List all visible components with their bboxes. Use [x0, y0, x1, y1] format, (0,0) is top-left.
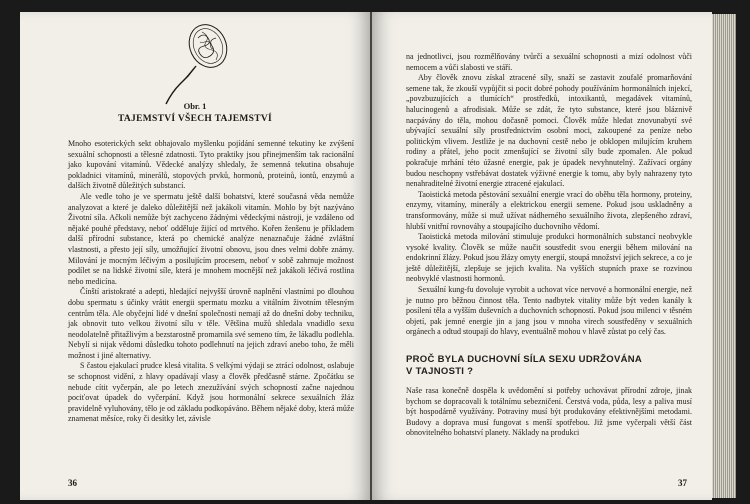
right-page — [372, 12, 712, 500]
book-page-edges — [712, 14, 736, 498]
paragraph: Ale vedle toho je ve spermatu ještě další bohatství, které současná věda nemůže analyzovat a které je daleko důležitější než jakákoli vitamín. Mohlo by být nazýváno Životní síla. Ačkoli nemůže být zachyceno žádnými vědeckými nástroji, je vzdáleno od nějaké pouhé představy, neboť odděluje žijící od mrtvého. Kořen ženšenu je příkladem další přírodní substance, která po chemické analýze nenaznačuje žádné zvláštní vlastnosti, a přesto její síly, umožňující životní obnovu, jsou dnes velmi dobře známy. Milování je mocným léčivým a posilujícím procesem, neboť v sobě zahrnuje možnost podílet se na lidské životní síle, která je mnohem mocnější než jakákoli léčivá rostlina nebo medicína. — [68, 191, 354, 286]
figure-caption-title: TAJEMSTVÍ VŠECH TAJEMSTVÍ — [117, 114, 273, 124]
left-page-body — [68, 139, 354, 425]
figure-caption-number: Obr. 1 — [183, 101, 207, 111]
paragraph: Sexuální kung-fu dovoluje vyrobit a uchovat více nervové a hormonální energie, než je nutno pro běžnou činnost těla. Tento nadbytek vitality může být veden kanály k posílení těla a vyšším duševních a duchovních schopností. Pokud jsou milenci v těsném objetí, pak jemné energie jin a jang jsou v mnoha virech soustředěny v sexuálních orgánech a odtud stoupají do hlavy, eventuálně mohou v hlavě zůstat po celý čas. — [406, 285, 692, 337]
paragraph: S častou ejakulací prudce klesá vitalita. S velkými výdaji se ztrácí odolnost, oslabuje se schopnost vidění, z hlavy opadávají vlasy a člověk předčasně stárne. Zpočátku se nebude cítit vyčerpán, ale po letech znezužívání svých schopností začne najednou pociťovat úpadek do vyčerpání. Když jsou hormonální sekrece sexuálních žláz pravidelně vyluhovány, tělo je od základu podkopáváno. Během nějaké doby, která může znamenat měsíce, roky či desítky let, závisle — [68, 361, 354, 424]
left-page — [20, 12, 370, 500]
section-heading-line-1: PROČ BYLA DUCHOVNÍ SÍLA SEXU UDRŽOVÁNA — [406, 354, 643, 366]
section-heading-line-2: V TAJNOSTI ? — [406, 366, 474, 378]
paragraph: na jednotlivci, jsou rozmělňovány tvůrčí a sexuální schopnosti a mizí odolnost vůči nemocem a vůči slabosti ve stáří. — [406, 52, 692, 72]
paragraph: Mnoho esoterických sekt obhajovalo myšlenku pojídání semenné tekutiny ke zvýšení sexuální schopnosti a tělesné zdatnosti. Tyto praktiky jsou přinejmenším tak racionální jako kupování vitamínů. Vědecké analýzy shledaly, že semenná tekutina obsahuje pokladnici vitamínů, minerálů, stopových prvků, hormonů, proteinů, iontů, enzymů a dalších životně důležitých substancí. — [68, 139, 354, 191]
paragraph: Aby člověk znovu získal ztracené síly, snaží se zastavit zoufalé promarňování semene tak, že zkouší vypůjčit si pocit dobré pohody používáním hormonálních injekcí, „povzbuzujících a tlumících“ prostředků, intoxikantů, megadávek vitamínů, halucinogenů a afrodisiak. Může se zdát, že tyto substance, které jsou bláznivě nacpávány do těla, mohou dočasně pomoci. Člověk může hledat znovunabytí své ubývající sexuální síly prostřednictvím osobní moci, zakoupené za peníze nebo politickým vlivem. Jestliže je na duchovní cestě nebo je obklopen milujícím kruhem rodiny a přátel, jeho pocit zmenšující se životní síly bude zpomalen. Ale pokud pokračuje mrhání této úžasné energie, pak je úpadek nevyhnutelný. Zažívací orgány budou neschopny vstřebávat dostatek výživné energie k tomu, aby byly nahrazeny tyto nenahraditelné životní energie ztracené ejakulací. — [406, 73, 692, 189]
page-number-left: 36 — [68, 478, 77, 488]
spermatozoon-illustration-icon — [150, 16, 260, 108]
right-page-body — [406, 52, 692, 439]
paragraph: Taoistická metoda pěstování sexuální energie vrací do oběhu těla hormony, proteiny, enzymy, vitamíny, minerály a elektrickou energii semene. Pokud jsou uskladněny a transformovány, může si muž užívat nádherného sexuálního života, zlepšeného zdraví, hlubší vnitřní rovnováhy a stoupajícího duchovního vědomí. — [406, 189, 692, 231]
paragraph: Naše rasa konečně dospěla k uvědomění si potřeby uchovávat přírodní zdroje, jinak bychom se dopracovali k totálnímu sebezničení. Čerstvá voda, půda, lesy a paliva musí být hospodárně využívány. Potraviny musí být produkovány efektivnějšími metodami. Budovy a doprava musí fungovat s menší spotřebou. Již jsme vyčerpali větší část obnovitelného bohatství planety. Náklady na produkci — [406, 386, 692, 438]
section-heading — [406, 354, 692, 378]
paragraph: Taoistická metoda milování stimuluje produkci hormonálních substancí neobvykle vysoké kvality. Člověk se může naučit soustředit svou energii během milování na endokrinní žlázy. Pokud jsou žlázy omyty energií, stoupá množství jejich sekrece, a co je ještě důležitější, zlepšuje se jejich kvalita. Na vyšších stupních praxe se rozvinou neobvyklé vlastnosti hormonů. — [406, 232, 692, 284]
paragraph: Čínští aristokraté a adepti, hledající nejvyšší úrovně naplnění vlastními po dlouhou dobu spermatu s účinky vrátit energii spermatu mozku a vitálním životním tělesným centrům těla. Ale obyčejní lidé v dnešní společnosti nemají až do dnešní doby techniku, jak obnovit tuto velkou životní sílu v těle. Většina mužů shledala vnadidlo sexu neodolatelně přitažlivým a bezstarostně promarnila své semeno tím, že lákadlu podlehla. Nebylí si nijak vědomi důsledku tohoto podlehnutí na jejich zdraví anebo toho, že měli možnost i jiné alternativy. — [68, 287, 354, 360]
page-number-right: 37 — [678, 478, 687, 488]
